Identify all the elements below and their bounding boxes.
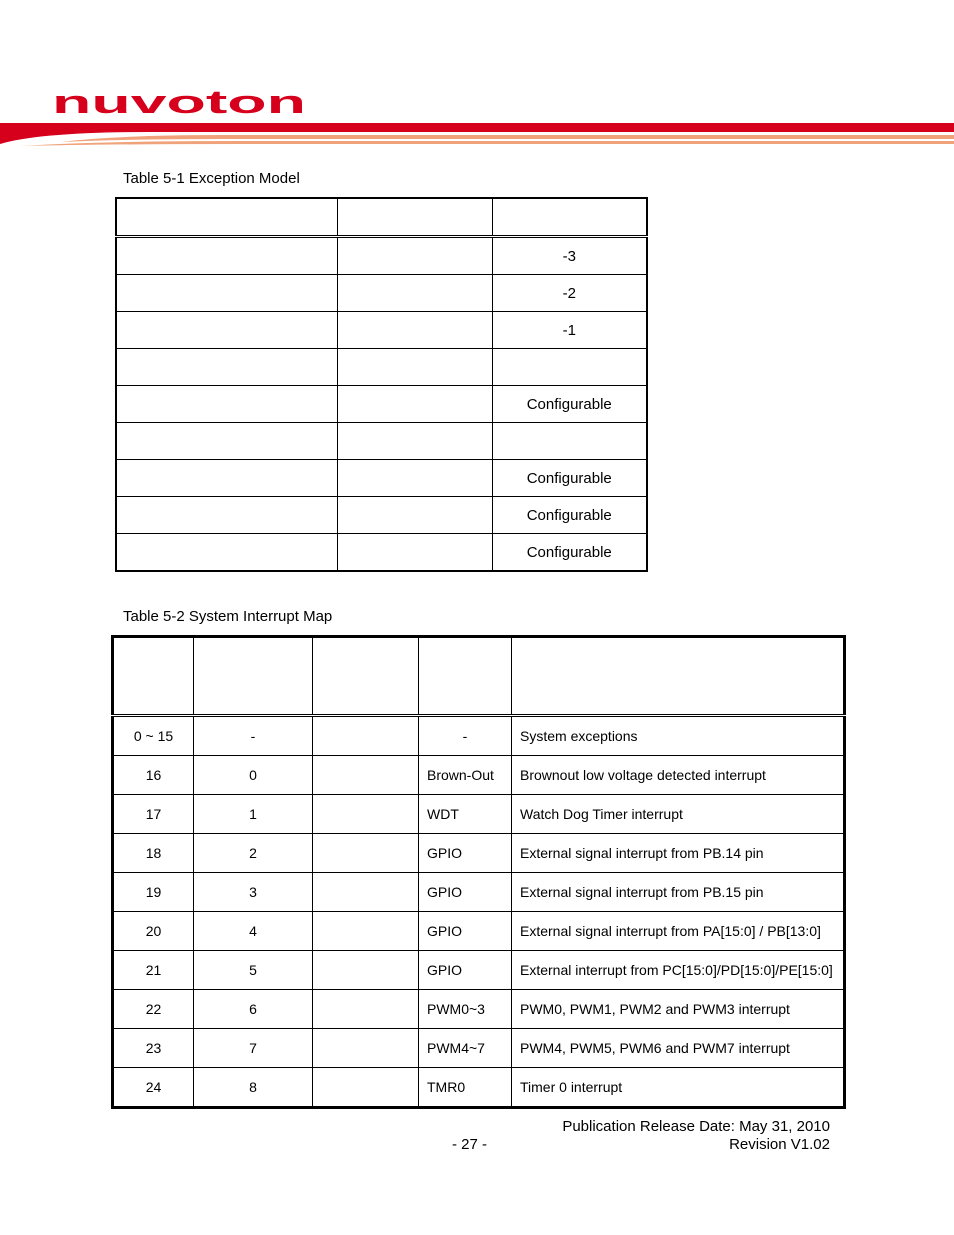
- table-cell: [313, 795, 419, 834]
- table-cell: PWM4, PWM5, PWM6 and PWM7 interrupt: [512, 1029, 845, 1068]
- table-row: [116, 349, 647, 386]
- table-cell: [116, 497, 337, 534]
- table-cell: External signal interrupt from PB.14 pin: [512, 834, 845, 873]
- table-cell: [116, 534, 337, 572]
- table-cell: [313, 951, 419, 990]
- table-row: [113, 912, 845, 951]
- priority-cell: Configurable: [492, 386, 647, 423]
- table-cell: 22: [113, 990, 194, 1029]
- priority-cell: Configurable: [492, 460, 647, 497]
- table-header-row: [113, 637, 845, 716]
- header-cell: [113, 637, 194, 716]
- table-cell: 3: [194, 873, 313, 912]
- table-cell: [313, 873, 419, 912]
- table-cell: 23: [113, 1029, 194, 1068]
- table-row: [116, 312, 647, 349]
- table-cell: Watch Dog Timer interrupt: [512, 795, 845, 834]
- table2-caption: Table 5-2 System Interrupt Map: [123, 608, 333, 625]
- table-cell: [116, 237, 337, 275]
- table-cell: External signal interrupt from PA[15:0] / PB[13:0]: [512, 912, 845, 951]
- table-cell: [337, 534, 492, 572]
- table-cell: [337, 275, 492, 312]
- priority-cell: -1: [492, 312, 647, 349]
- table-cell: 20: [113, 912, 194, 951]
- table-cell: 21: [113, 951, 194, 990]
- table-cell: 7: [194, 1029, 313, 1068]
- table-cell: 0: [194, 756, 313, 795]
- table-cell: [313, 716, 419, 756]
- table-row: [113, 716, 845, 756]
- priority-cell: Configurable: [492, 534, 647, 572]
- table-cell: [116, 460, 337, 497]
- table-cell: [337, 312, 492, 349]
- table-row: [113, 1068, 845, 1108]
- table-row: [116, 423, 647, 460]
- table-cell: [313, 1068, 419, 1108]
- table-cell: [337, 460, 492, 497]
- table-cell: GPIO: [419, 834, 512, 873]
- priority-cell: [492, 423, 647, 460]
- table-cell: Brownout low voltage detected interrupt: [512, 756, 845, 795]
- table-cell: Brown-Out: [419, 756, 512, 795]
- table-cell: [116, 349, 337, 386]
- header-cell: [492, 198, 647, 237]
- table-cell: Timer 0 interrupt: [512, 1068, 845, 1108]
- table-cell: [337, 386, 492, 423]
- table-cell: [313, 756, 419, 795]
- header-cell: [313, 637, 419, 716]
- table-cell: [116, 386, 337, 423]
- table-cell: System exceptions: [512, 716, 845, 756]
- exception-model-table: [115, 197, 648, 572]
- table-row: [113, 834, 845, 873]
- table-cell: 17: [113, 795, 194, 834]
- table-cell: [337, 349, 492, 386]
- table-cell: [337, 237, 492, 275]
- table-row: [113, 873, 845, 912]
- table-cell: -: [194, 716, 313, 756]
- table-row: [116, 386, 647, 423]
- table-row: [113, 1029, 845, 1068]
- table-cell: PWM0~3: [419, 990, 512, 1029]
- table-cell: [313, 990, 419, 1029]
- table-cell: [337, 497, 492, 534]
- table-cell: 8: [194, 1068, 313, 1108]
- table-row: [116, 497, 647, 534]
- table-cell: PWM0, PWM1, PWM2 and PWM3 interrupt: [512, 990, 845, 1029]
- header-cell: [419, 637, 512, 716]
- table-cell: 18: [113, 834, 194, 873]
- table-cell: External interrupt from PC[15:0]/PD[15:0]/PE[15:0]: [512, 951, 845, 990]
- table-cell: 6: [194, 990, 313, 1029]
- table-cell: GPIO: [419, 873, 512, 912]
- header-cell: [116, 198, 337, 237]
- priority-cell: Configurable: [492, 497, 647, 534]
- table-cell: GPIO: [419, 951, 512, 990]
- table-cell: [313, 1029, 419, 1068]
- table-row: [116, 460, 647, 497]
- table-cell: 24: [113, 1068, 194, 1108]
- priority-cell: -2: [492, 275, 647, 312]
- revision-label: Revision V1.02: [729, 1136, 830, 1153]
- table-row: [113, 990, 845, 1029]
- table-cell: WDT: [419, 795, 512, 834]
- table-row: [113, 756, 845, 795]
- table-cell: [337, 423, 492, 460]
- header-cell: [512, 637, 845, 716]
- system-interrupt-map-table: [111, 635, 846, 1109]
- priority-cell: -3: [492, 237, 647, 275]
- table-cell: 5: [194, 951, 313, 990]
- table-cell: PWM4~7: [419, 1029, 512, 1068]
- table-cell: TMR0: [419, 1068, 512, 1108]
- table-row: [116, 237, 647, 275]
- publication-date: Publication Release Date: May 31, 2010: [562, 1118, 830, 1135]
- table-cell: External signal interrupt from PB.15 pin: [512, 873, 845, 912]
- table-cell: 2: [194, 834, 313, 873]
- table-cell: 1: [194, 795, 313, 834]
- table-cell: [116, 312, 337, 349]
- header-cell: [194, 637, 313, 716]
- table-cell: [313, 912, 419, 951]
- table-cell: 4: [194, 912, 313, 951]
- svg-text:nuvoton: nuvoton: [52, 88, 306, 118]
- table-cell: 19: [113, 873, 194, 912]
- table-row: [116, 275, 647, 312]
- page-number: - 27 -: [452, 1136, 488, 1153]
- table-cell: [313, 834, 419, 873]
- table-header-row: [116, 198, 647, 237]
- table-cell: -: [419, 716, 512, 756]
- table-cell: 0 ~ 15: [113, 716, 194, 756]
- table-row: [113, 795, 845, 834]
- header-cell: [337, 198, 492, 237]
- table-cell: 16: [113, 756, 194, 795]
- table-cell: [116, 275, 337, 312]
- header-banner: [0, 118, 954, 150]
- table-cell: GPIO: [419, 912, 512, 951]
- nuvoton-logo: [52, 88, 308, 118]
- table-row: [116, 534, 647, 572]
- priority-cell: [492, 349, 647, 386]
- table1-caption: Table 5-1 Exception Model: [123, 170, 300, 187]
- table-cell: [116, 423, 337, 460]
- table-row: [113, 951, 845, 990]
